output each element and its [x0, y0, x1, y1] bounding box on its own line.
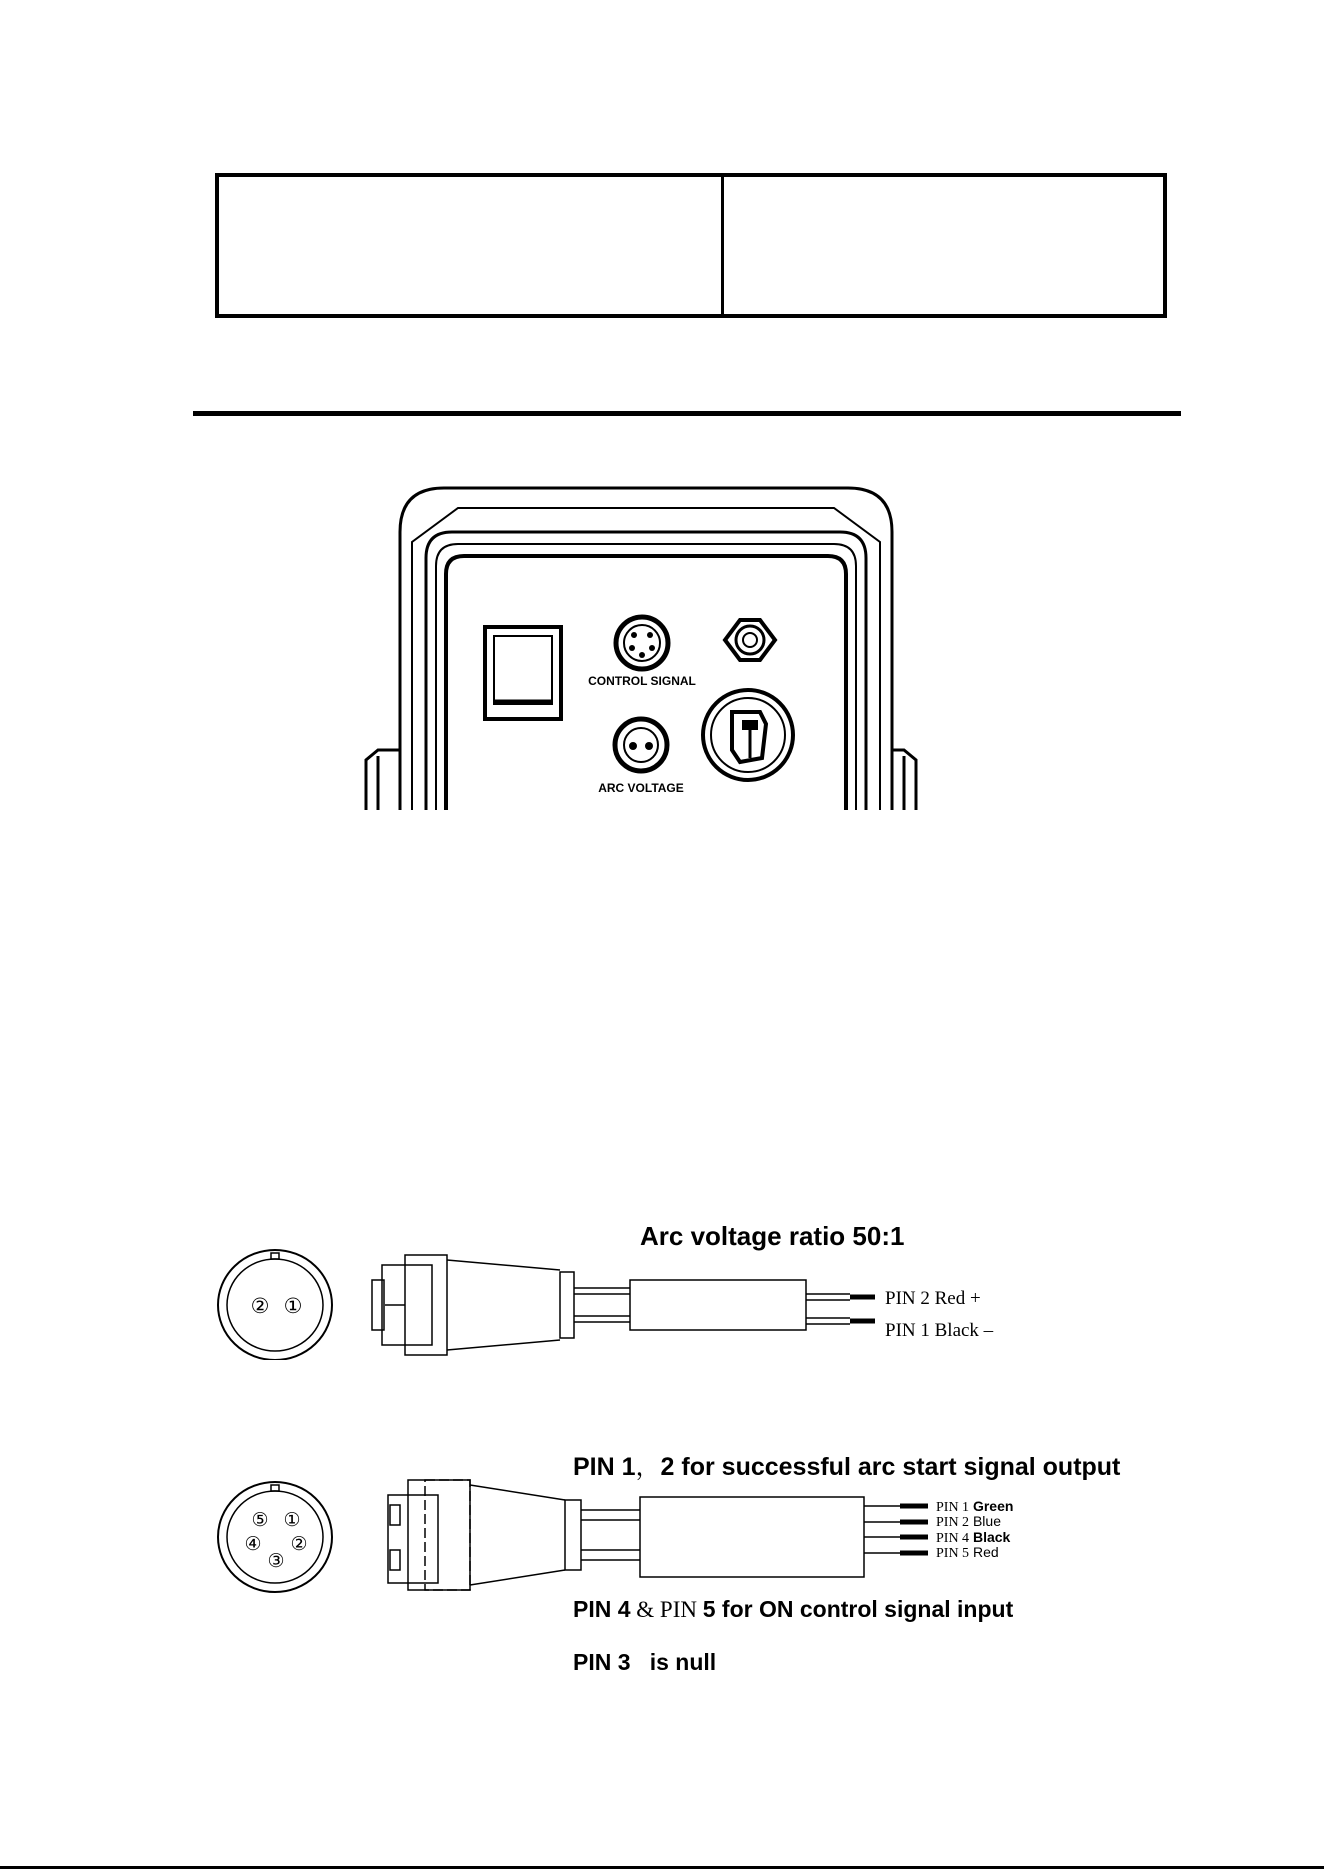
arc-voltage-title: Arc voltage ratio 50:1	[640, 1221, 905, 1251]
control-note-pin3-null: PIN 3 is null	[573, 1649, 717, 1675]
control-signal-connector-icon	[616, 617, 668, 669]
table-divider	[721, 177, 724, 314]
control-heading-rest: 2 for successful arc start signal output	[660, 1453, 1121, 1481]
control-wire-label-5	[936, 1544, 999, 1561]
arc-wire-label-pin2: PIN 2 Red +	[885, 1288, 981, 1309]
torch-socket-icon	[703, 690, 793, 780]
control-heading	[573, 1453, 1121, 1481]
control-socket-pin-4: ④	[244, 1534, 262, 1555]
arc-socket-pin-1: ①	[283, 1294, 303, 1318]
power-switch-icon	[485, 627, 561, 719]
control-note-mid: & PIN	[630, 1597, 703, 1622]
control-socket-pin-2: ②	[290, 1534, 308, 1555]
control-socket-pin-3: ③	[267, 1551, 285, 1572]
control-heading-pin1: PIN 1	[573, 1453, 636, 1481]
control-wire-label-2	[936, 1513, 1001, 1530]
front-panel-drawing	[360, 480, 922, 820]
control-note-on-signal	[573, 1596, 1014, 1622]
control-socket-pin-5: ⑤	[251, 1510, 269, 1531]
control-wire-color-2: Blue	[972, 1513, 1001, 1529]
arc-voltage-cable-diagram	[210, 1210, 1190, 1360]
control-wire-pin-5: PIN 5	[936, 1546, 970, 1561]
header-table	[215, 173, 1167, 318]
control-signal-cable-diagram	[210, 1440, 1190, 1650]
control-wire-pin-1: PIN 1	[936, 1500, 970, 1515]
control-signal-label: CONTROL SIGNAL	[588, 674, 696, 688]
arc-wire-label-pin1: PIN 1 Black –	[885, 1320, 994, 1341]
control-socket-pin-1: ①	[283, 1510, 301, 1531]
arc-voltage-label: ARC VOLTAGE	[598, 781, 684, 795]
control-wire-color-5: Red	[972, 1544, 999, 1560]
control-wire-color-1: Green	[972, 1498, 1014, 1514]
arc-plug-drawing	[372, 1255, 850, 1355]
arc-socket-face-icon	[218, 1250, 332, 1360]
gas-fitting-icon	[725, 620, 775, 660]
control-note-rest: 5 for ON control signal input	[702, 1596, 1014, 1622]
control-note-pin4: PIN 4	[573, 1596, 631, 1622]
page-bottom-rule	[0, 1866, 1324, 1869]
control-wire-color-4: Black	[972, 1529, 1011, 1545]
control-socket-face-icon	[218, 1482, 332, 1592]
arc-socket-pin-2: ②	[250, 1294, 270, 1318]
control-wire-pin-4: PIN 4	[936, 1531, 970, 1546]
section-rule	[193, 411, 1181, 416]
arc-voltage-connector-icon	[615, 719, 667, 771]
control-plug-drawing	[388, 1480, 900, 1590]
control-heading-sep: ，	[635, 1453, 661, 1481]
control-wire-pin-2: PIN 2	[936, 1515, 970, 1530]
